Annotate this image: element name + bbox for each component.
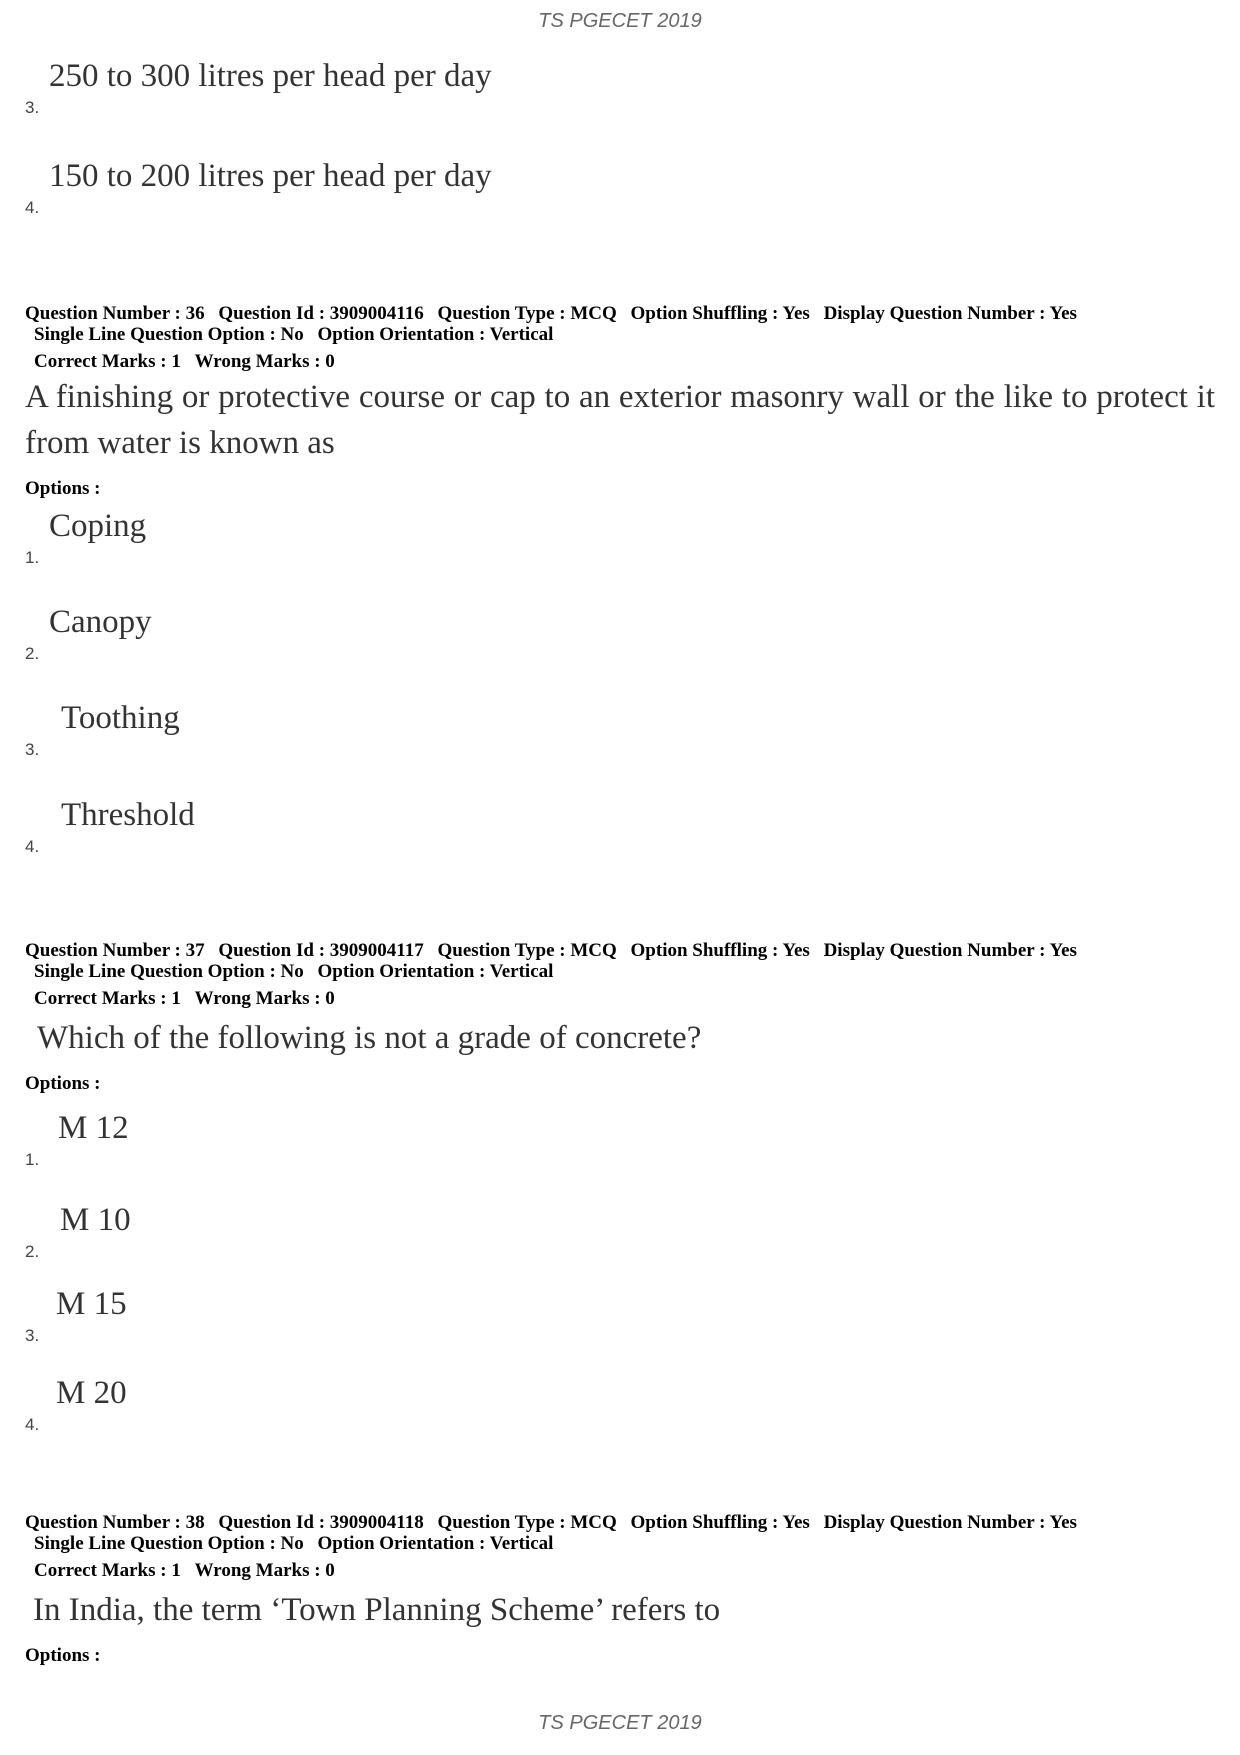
wrong-marks: Wrong Marks : 0 bbox=[194, 351, 335, 372]
question-meta bbox=[25, 303, 1215, 372]
option-orientation: Option Orientation : Vertical bbox=[317, 324, 554, 345]
wrong-marks: Wrong Marks : 0 bbox=[194, 1560, 335, 1581]
option-shuffling: Option Shuffling : Yes bbox=[630, 303, 810, 324]
option-text: Toothing bbox=[61, 700, 180, 736]
question-block bbox=[25, 303, 1215, 500]
option-text: M 12 bbox=[58, 1110, 129, 1146]
question-text: In India, the term ‘Town Planning Scheme’ refers to bbox=[33, 1592, 721, 1628]
page-header: TS PGECET 2019 bbox=[538, 10, 702, 32]
display-question-number: Display Question Number : Yes bbox=[823, 1512, 1077, 1533]
option-shuffling: Option Shuffling : Yes bbox=[630, 940, 810, 961]
question-number: Question Number : 36 bbox=[25, 303, 205, 324]
single-line-option: Single Line Question Option : No bbox=[34, 961, 304, 982]
option-text: 250 to 300 litres per head per day bbox=[49, 58, 492, 94]
correct-marks: Correct Marks : 1 bbox=[34, 1560, 181, 1581]
option-text: M 20 bbox=[56, 1375, 127, 1411]
question-block bbox=[25, 1512, 1215, 1667]
correct-marks: Correct Marks : 1 bbox=[34, 351, 181, 372]
question-block bbox=[25, 940, 1215, 1095]
option-number: 1. bbox=[25, 548, 40, 567]
option-number: 3. bbox=[25, 98, 40, 117]
option-number: 3. bbox=[25, 1326, 40, 1345]
option-text: M 15 bbox=[56, 1286, 127, 1322]
question-text: Which of the following is not a grade of concrete? bbox=[37, 1020, 702, 1056]
question-number: Question Number : 38 bbox=[25, 1512, 205, 1533]
question-id: Question Id : 3909004117 bbox=[218, 940, 424, 961]
question-number: Question Number : 37 bbox=[25, 940, 205, 961]
wrong-marks: Wrong Marks : 0 bbox=[194, 988, 335, 1009]
option-text: Canopy bbox=[49, 604, 152, 640]
option-orientation: Option Orientation : Vertical bbox=[317, 1533, 554, 1554]
question-id: Question Id : 3909004118 bbox=[218, 1512, 424, 1533]
option-number: 2. bbox=[25, 644, 40, 663]
question-type: Question Type : MCQ bbox=[437, 303, 617, 324]
display-question-number: Display Question Number : Yes bbox=[823, 940, 1077, 961]
page-footer: TS PGECET 2019 bbox=[538, 1712, 702, 1734]
question-meta bbox=[25, 940, 1215, 1009]
single-line-option: Single Line Question Option : No bbox=[34, 1533, 304, 1554]
question-type: Question Type : MCQ bbox=[437, 1512, 617, 1533]
option-text: Coping bbox=[49, 508, 147, 544]
option-text: 150 to 200 litres per head per day bbox=[49, 158, 492, 194]
option-number: 1. bbox=[25, 1150, 40, 1169]
correct-marks: Correct Marks : 1 bbox=[34, 988, 181, 1009]
option-orientation: Option Orientation : Vertical bbox=[317, 961, 554, 982]
question-type: Question Type : MCQ bbox=[437, 940, 617, 961]
options-label: Options : bbox=[25, 1645, 101, 1666]
option-number: 2. bbox=[25, 1242, 40, 1261]
option-number: 3. bbox=[25, 740, 40, 759]
option-number: 4. bbox=[25, 837, 40, 856]
question-meta bbox=[25, 1512, 1215, 1581]
display-question-number: Display Question Number : Yes bbox=[823, 303, 1077, 324]
option-number: 4. bbox=[25, 1415, 40, 1434]
single-line-option: Single Line Question Option : No bbox=[34, 324, 304, 345]
option-text: Threshold bbox=[61, 797, 195, 833]
question-text: A finishing or protective course or cap to an exterior masonry wall or the like to protect it from water is known as bbox=[25, 379, 1215, 461]
option-shuffling: Option Shuffling : Yes bbox=[630, 1512, 810, 1533]
option-text: M 10 bbox=[60, 1202, 131, 1238]
question-id: Question Id : 3909004116 bbox=[218, 303, 424, 324]
option-number: 4. bbox=[25, 198, 40, 217]
options-label: Options : bbox=[25, 478, 101, 499]
options-label: Options : bbox=[25, 1073, 101, 1094]
